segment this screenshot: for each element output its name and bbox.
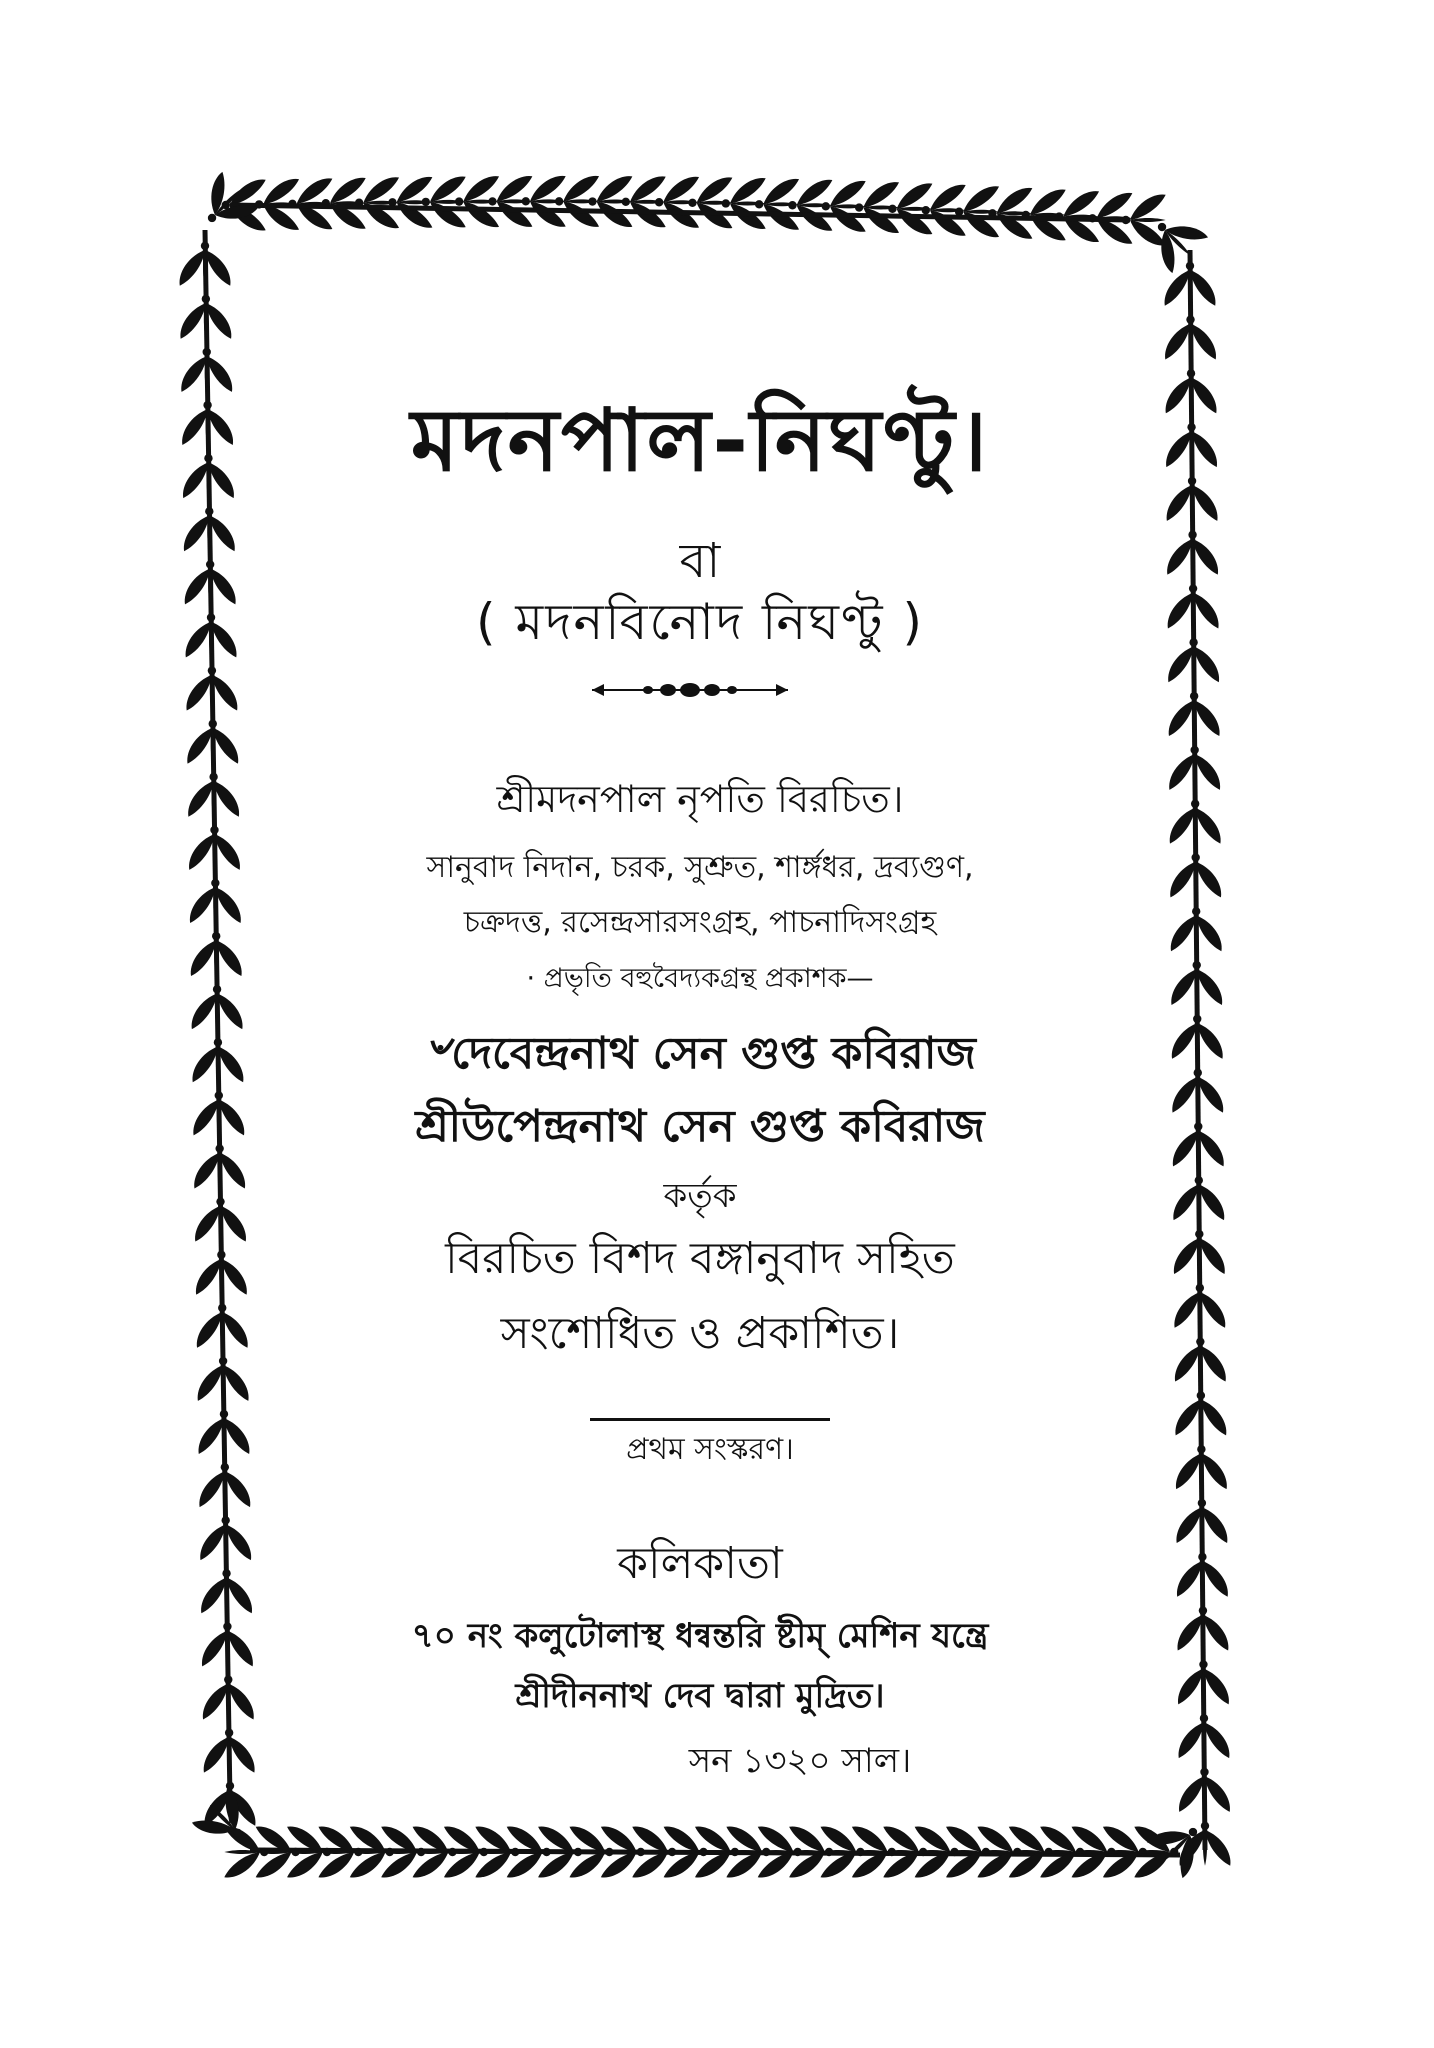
leaf-icon [1169, 746, 1220, 790]
by-line: কর্তৃক [663, 1176, 737, 1216]
leaf-icon [1176, 1499, 1227, 1543]
leaf-icon [1175, 1391, 1226, 1435]
works-line-2: চক্রদত্ত, রসেন্দ্রসারসংগ্রহ, পাচনাদিসংগ্রহ [463, 905, 937, 940]
leaf-icon [1167, 477, 1218, 521]
leaf-icon [192, 1038, 243, 1082]
editor-line-2: শ্রীউপেন্দ্রনাথ সেন গুপ্ত কবিরাজ [415, 1101, 985, 1152]
works-line-3: · প্রভৃতি বহুবৈদ্যকগ্রন্থ প্রকাশক— [526, 963, 874, 994]
leaf-icon [189, 826, 240, 870]
leaf-icon [1171, 961, 1222, 1005]
publication-year: সন ১৩২০ সাল। [688, 1741, 912, 1781]
leaf-icon [1173, 1122, 1224, 1166]
leaf-icon [194, 1144, 245, 1188]
leaf-icon [1166, 423, 1217, 467]
leaf-icon [1170, 853, 1221, 897]
leaf-icon [180, 295, 231, 339]
press-line-2: শ্রীদীননাথ দেব দ্বারা মুদ্রিত। [515, 1676, 885, 1716]
leaf-icon [183, 454, 234, 498]
leaf-icon [1178, 1660, 1229, 1704]
leaf-icon [1165, 315, 1216, 359]
leaf-icon [1179, 1768, 1230, 1812]
leaf-icon [1168, 638, 1219, 682]
book-title: মদনপাল-নিঘণ্টু। [410, 391, 990, 491]
leaf-icon [198, 1410, 249, 1454]
leaf-icon [1171, 907, 1222, 951]
leaf-icon [180, 242, 231, 286]
leaf-icon [181, 348, 232, 392]
leaf-icon [1177, 1606, 1228, 1650]
leaf-icon [186, 613, 237, 657]
leaf-icon [199, 1463, 250, 1507]
or-conjunction: বা [679, 533, 721, 589]
leaf-icon [1174, 1284, 1225, 1328]
leaf-icon [187, 720, 238, 764]
edition-label: প্রথম সংস্করণ। [626, 1432, 794, 1467]
leaf-icon [1169, 692, 1220, 736]
translation-line: বিরচিত বিশদ বঙ্গানুবাদ সহিত [445, 1233, 955, 1284]
leaf-icon [185, 560, 236, 604]
leaf-icon [1172, 1015, 1223, 1059]
leaf-icon [1170, 800, 1221, 844]
press-line-1: ৭০ নং কলুটোলাস্থ ধন্বন্তরি ষ্টীম্ মেশিন যন্ত্রে [411, 1616, 989, 1656]
leaf-icon [188, 773, 239, 817]
leaf-icon [204, 1728, 255, 1772]
edition-rule [590, 1418, 830, 1421]
leaf-icon [1172, 1068, 1223, 1112]
leaf-icon [1178, 1714, 1229, 1758]
leaf-icon [195, 1197, 246, 1241]
leaf-icon [182, 401, 233, 445]
leaf-icon [1177, 1553, 1228, 1597]
leaf-icon [1166, 369, 1217, 413]
alternate-title: ( মদনবিনোদ নিঘণ্টু ) [476, 593, 924, 651]
works-line-1: সানুবাদ নিদান, চরক, সুশ্রুত, শার্ঙ্গধর, দ্রব্যগুণ, [426, 850, 974, 885]
leaf-icon [1175, 1337, 1226, 1381]
author-line: শ্রীমদনপাল নৃপতি বিরচিত। [496, 777, 904, 821]
leaf-icon [1168, 584, 1219, 628]
leaf-icon [192, 985, 243, 1029]
leaf-icon [190, 879, 241, 923]
beaded-rule-icon [590, 680, 790, 700]
leaf-icon [1167, 531, 1218, 575]
editor-line-1: ৺দেবেন্দ্রনাথ সেন গুপ্ত কবিরাজ [424, 1028, 976, 1079]
leaf-icon [1173, 1176, 1224, 1220]
leaf-icon [1174, 1230, 1225, 1274]
leaf-icon [184, 507, 235, 551]
leaf-icon [186, 666, 237, 710]
leaf-icon [191, 932, 242, 976]
leaf-icon [1176, 1445, 1227, 1489]
published-line: সংশোধিত ও প্রকাশিত। [500, 1308, 900, 1359]
leaf-icon [193, 1091, 244, 1135]
publication-city: কলিকাতা [617, 1538, 783, 1589]
